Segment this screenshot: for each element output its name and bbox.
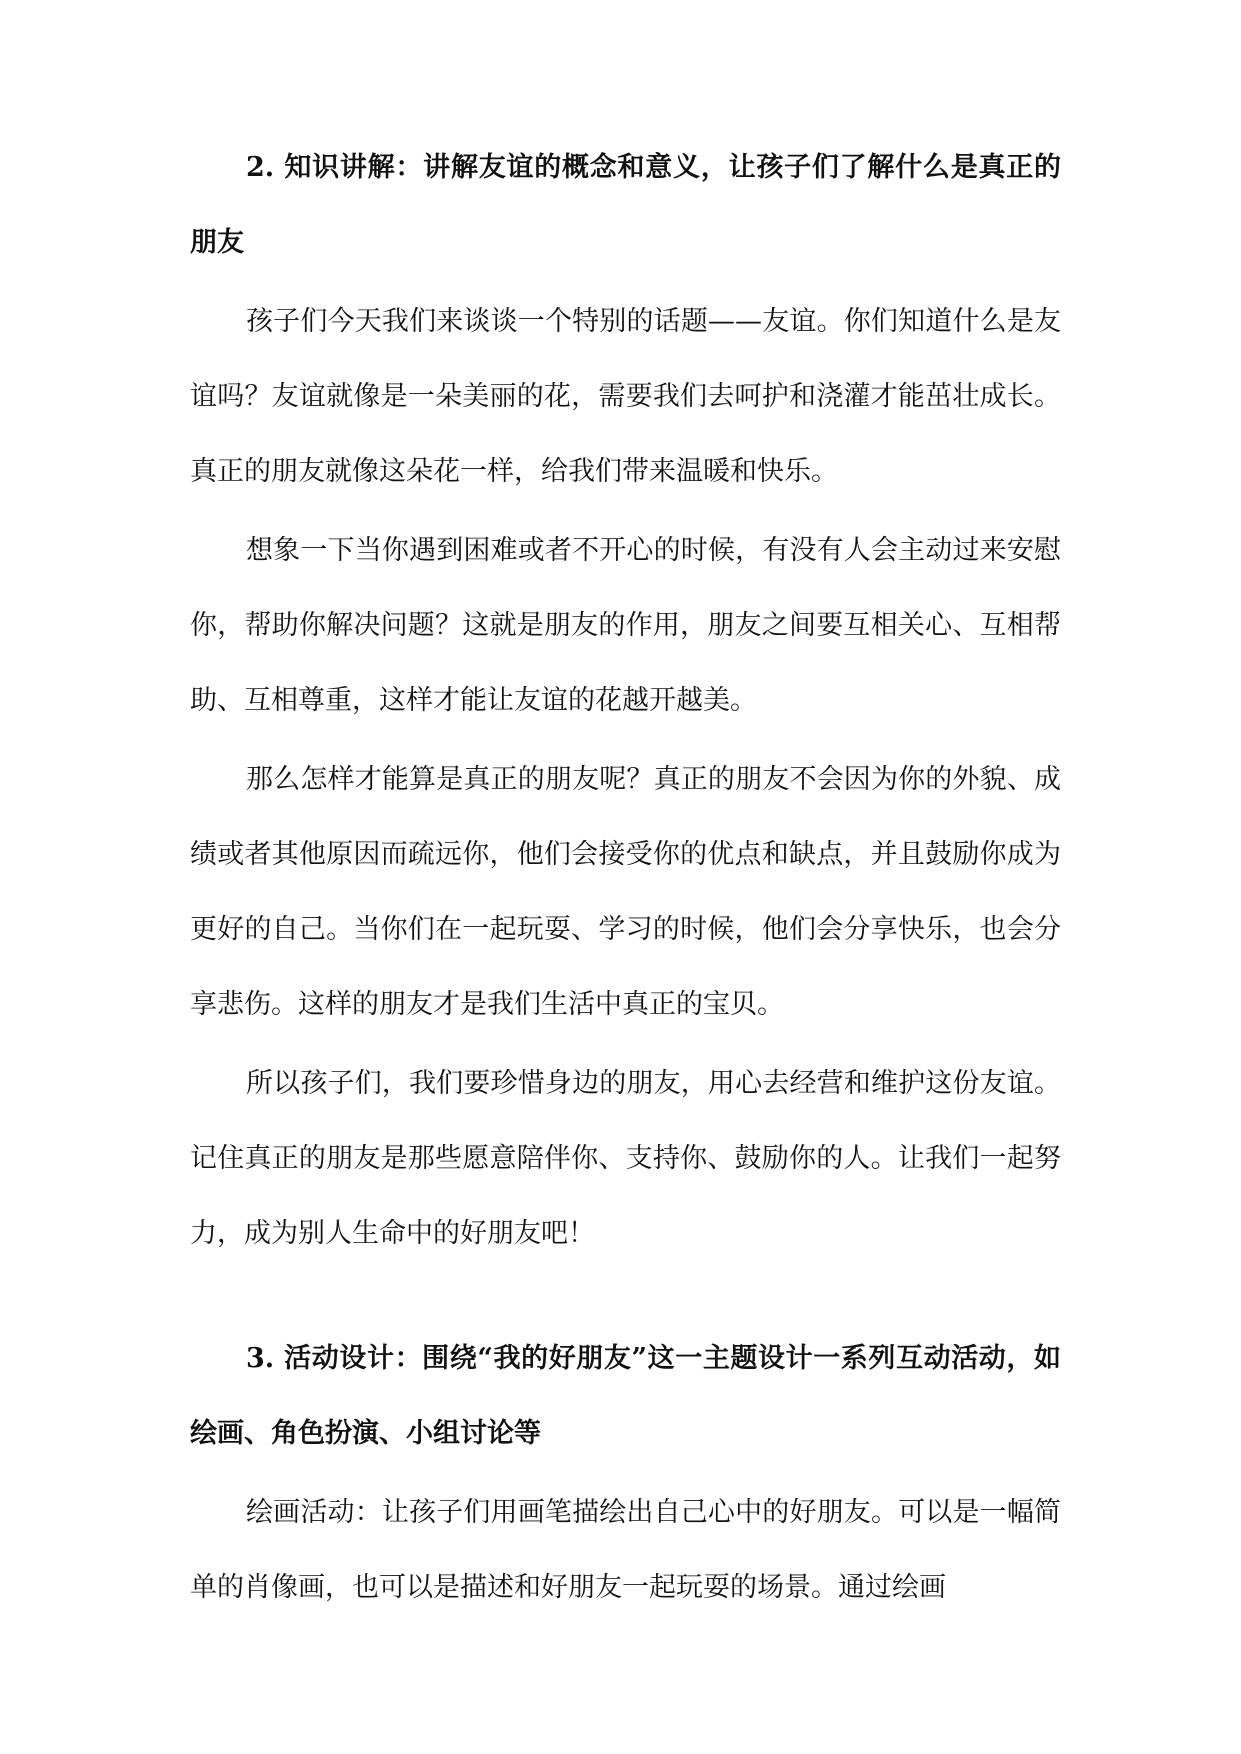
paragraph: 孩子们今天我们来谈谈一个特别的话题——友谊。你们知道什么是友谊吗？友谊就像是一朵美丽的花，需要我们去呵护和浇灌才能茁壮成长。真正的朋友就像这朵花一样，给我们带来温暖和快乐。 (190, 306, 1061, 487)
paragraph: 想象一下当你遇到困难或者不开心的时候，有没有人会主动过来安慰你，帮助你解决问题？这就是朋友的作用，朋友之间要互相关心、互相帮助、互相尊重，这样才能让友谊的花越开越美。 (190, 535, 1061, 716)
paragraph: 绘画活动：让孩子们用画笔描绘出自己心中的好朋友。可以是一幅简单的肖像画，也可以是描述和好朋友一起玩耍的场景。通过绘画 (190, 1497, 1061, 1603)
section-heading-knowledge: 2. 知识讲解：讲解友谊的概念和意义，让孩子们了解什么是真正的朋友 (190, 152, 1061, 258)
paragraph: 所以孩子们，我们要珍惜身边的朋友，用心去经营和维护这份友谊。记住真正的朋友是那些愿意陪伴你、支持你、鼓励你的人。让我们一起努力，成为别人生命中的好朋友吧！ (190, 1068, 1061, 1249)
section-spacer (190, 1275, 1061, 1321)
section-heading-activity: 3. 活动设计：围绕“我的好朋友”这一主题设计一系列互动活动，如绘画、角色扮演、小组讨论等 (190, 1343, 1061, 1449)
paragraph: 那么怎样才能算是真正的朋友呢？真正的朋友不会因为你的外貌、成绩或者其他原因而疏远你，他们会接受你的优点和缺点，并且鼓励你成为更好的自己。当你们在一起玩耍、学习的时候，他们会分享快乐，也会分享悲伤。这样的朋友才是我们生活中真正的宝贝。 (190, 764, 1061, 1020)
